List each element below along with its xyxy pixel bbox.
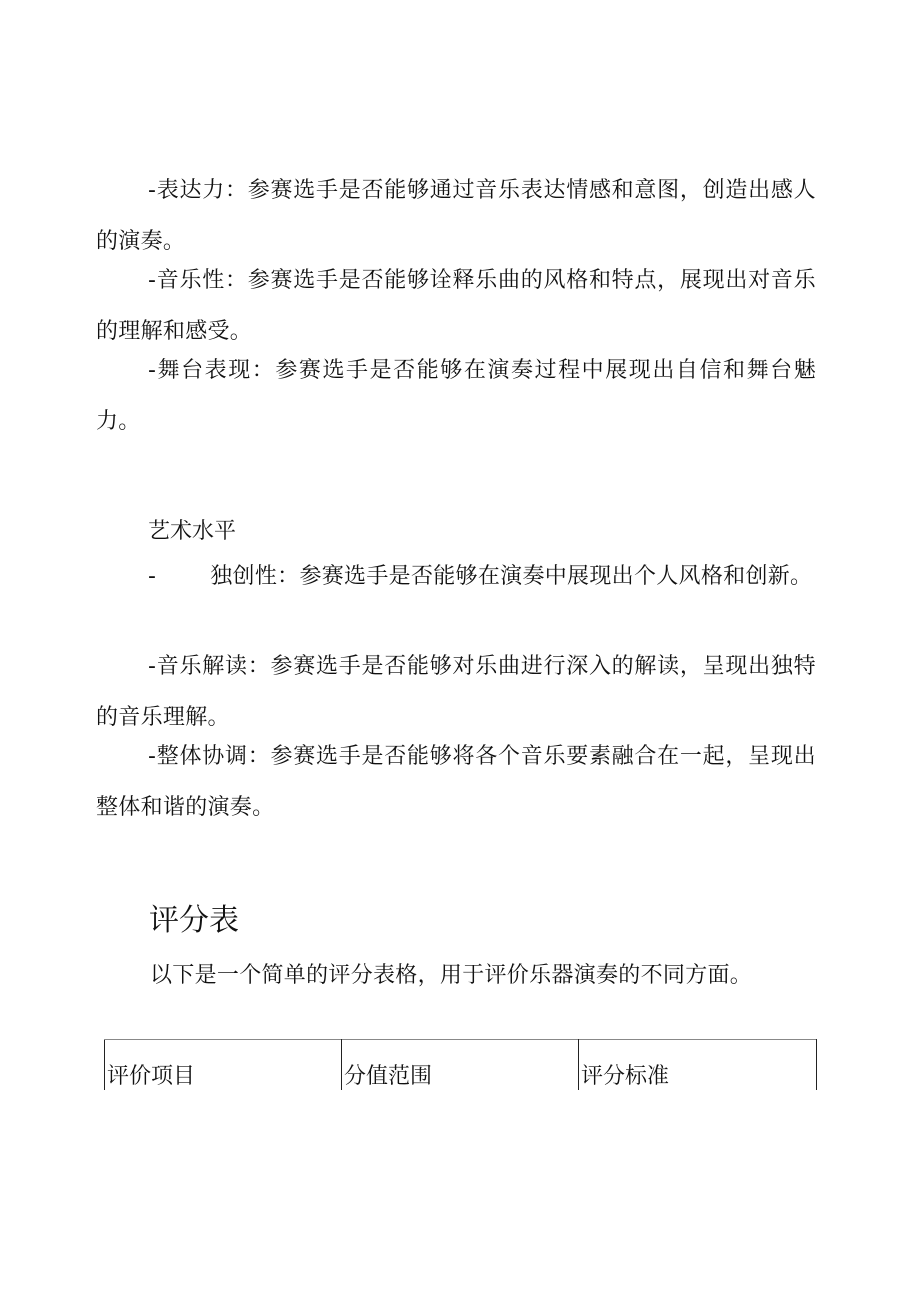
originality-dash: - [148, 564, 157, 589]
paragraph-musicality: -音乐性：参赛选手是否能够诠释乐曲的风格和特点，展现出对音乐的理解和感受。 [96, 268, 816, 344]
table-header-item: 评价项目 [105, 1040, 342, 1091]
score-section-intro: 以下是一个简单的评分表格，用于评价乐器演奏的不同方面。 [150, 963, 753, 988]
table-header-row [105, 1040, 817, 1091]
score-section-title: 评分表 [149, 903, 239, 938]
paragraph-overall-coordination: -整体协调：参赛选手是否能够将各个音乐要素融合在一起，呈现出整体和谐的演奏。 [96, 744, 816, 820]
originality-text: 独创性：参赛选手是否能够在演奏中展现出个人风格和创新。 [210, 564, 813, 589]
table-header-criteria: 评分标准 [579, 1040, 817, 1091]
paragraph-music-interpretation: -音乐解读：参赛选手是否能够对乐曲进行深入的解读，呈现出独特的音乐理解。 [96, 654, 816, 730]
score-table [104, 1039, 817, 1090]
paragraph-expressiveness: -表达力：参赛选手是否能够通过音乐表达情感和意图，创造出感人的演奏。 [96, 178, 816, 254]
paragraph-stage-performance: -舞台表现：参赛选手是否能够在演奏过程中展现出自信和舞台魅力。 [96, 358, 816, 434]
paragraph-originality [96, 551, 816, 602]
table-header-range: 分值范围 [342, 1040, 579, 1091]
art-level-heading: 艺术水平 [148, 519, 237, 544]
